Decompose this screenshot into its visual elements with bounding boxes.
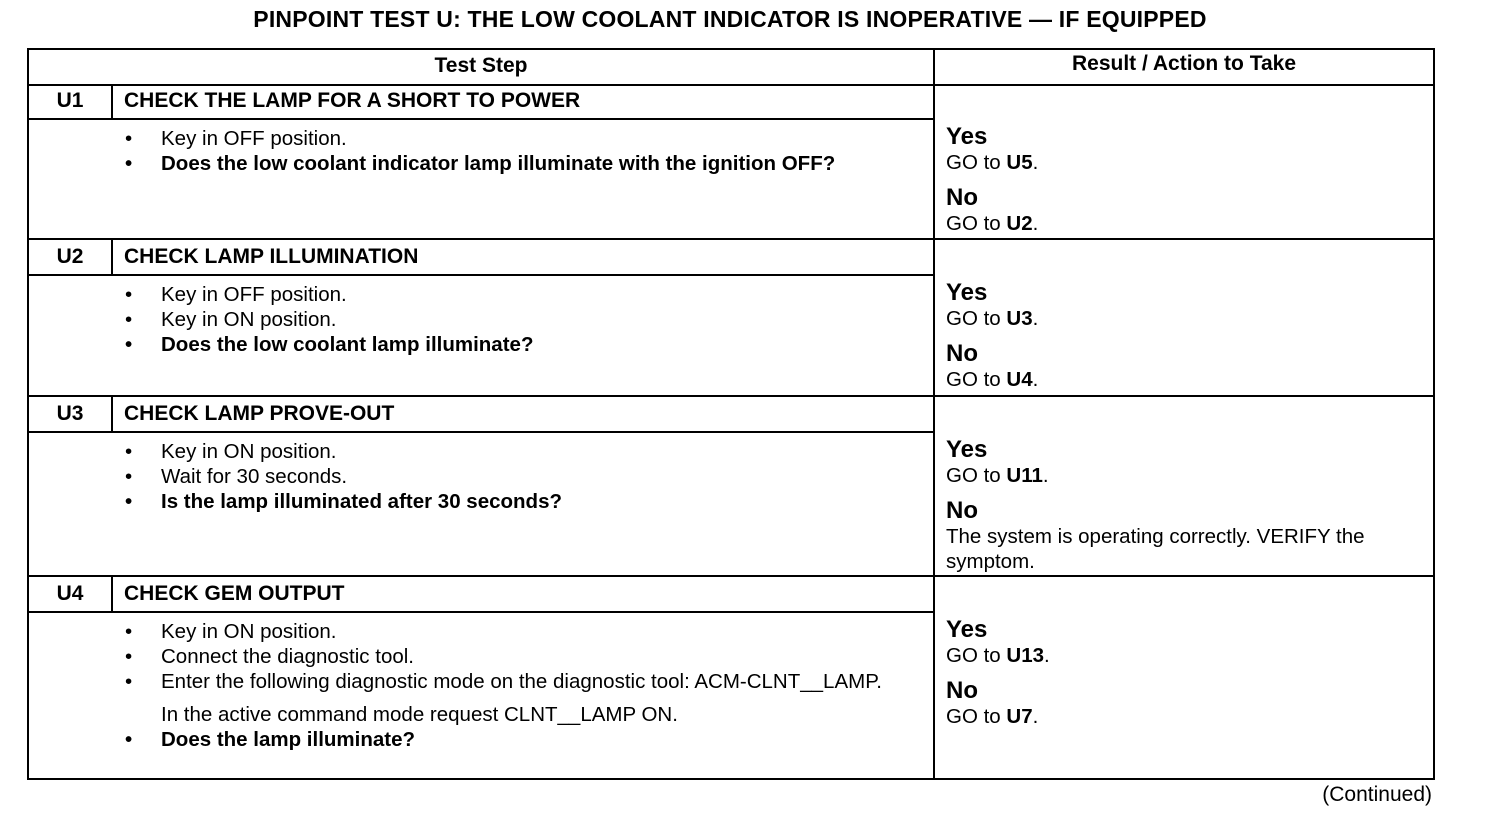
bullet-icon: • bbox=[125, 333, 133, 356]
test-step-u2 bbox=[29, 240, 1433, 397]
bullet-icon: • bbox=[125, 127, 133, 150]
bullet-icon: • bbox=[125, 645, 133, 668]
yes-action: GO to U5. bbox=[946, 151, 1039, 174]
no-label: No bbox=[946, 677, 978, 704]
header-result: Result / Action to Take bbox=[1071, 52, 1297, 75]
step-title: CHECK LAMP ILLUMINATION bbox=[124, 245, 419, 268]
instruction-item: • Key in ON position. bbox=[125, 308, 337, 331]
step-header bbox=[29, 577, 933, 613]
instruction-item: • Enter the following diagnostic mode on the diagnostic tool: ACM-CLNT__LAMP. bbox=[125, 670, 882, 693]
step-id: U2 bbox=[29, 240, 113, 274]
no-action: GO to U7. bbox=[946, 705, 1039, 728]
step-instructions bbox=[121, 619, 921, 752]
no-action: GO to U4. bbox=[946, 368, 1039, 391]
instruction-item: • Key in ON position. bbox=[125, 620, 337, 643]
bullet-icon: • bbox=[125, 670, 133, 693]
step-title: CHECK GEM OUTPUT bbox=[124, 582, 345, 605]
step-id: U4 bbox=[29, 577, 113, 611]
no-label: No bbox=[946, 340, 978, 367]
no-action: The system is operating correctly. VERIFY the symptom. bbox=[946, 525, 1365, 573]
yes-action: GO to U13. bbox=[946, 644, 1050, 667]
header-test-step: Test Step bbox=[434, 54, 528, 77]
bullet-icon: • bbox=[125, 283, 133, 306]
bullet-icon: • bbox=[125, 152, 133, 175]
step-header bbox=[29, 397, 933, 433]
page-title: PINPOINT TEST U: THE LOW COOLANT INDICATOR IS INOPERATIVE — IF EQUIPPED bbox=[253, 6, 1207, 32]
instruction-question: • Does the low coolant indicator lamp illuminate with the ignition OFF? bbox=[125, 152, 836, 175]
test-step-u4 bbox=[29, 577, 1433, 778]
no-label: No bbox=[946, 184, 978, 211]
yes-label: Yes bbox=[946, 279, 988, 306]
step-title: CHECK THE LAMP FOR A SHORT TO POWER bbox=[124, 89, 581, 112]
step-header bbox=[29, 84, 933, 120]
yes-label: Yes bbox=[946, 616, 988, 643]
bullet-icon: • bbox=[125, 308, 133, 331]
instruction-item: • Connect the diagnostic tool. bbox=[125, 645, 414, 668]
bullet-icon: • bbox=[125, 465, 133, 488]
step-instructions bbox=[121, 282, 921, 357]
bullet-icon: • bbox=[125, 620, 133, 643]
test-step-u1 bbox=[29, 84, 1433, 240]
test-step-u3 bbox=[29, 397, 1433, 577]
instruction-question: • Does the lamp illuminate? bbox=[125, 728, 416, 751]
bullet-icon: • bbox=[125, 490, 133, 513]
bullet-icon: • bbox=[125, 728, 133, 751]
yes-action: GO to U3. bbox=[946, 307, 1039, 330]
pinpoint-test-table bbox=[27, 48, 1435, 780]
instruction-question: • Is the lamp illuminated after 30 seconds? bbox=[125, 490, 563, 513]
yes-label: Yes bbox=[946, 436, 988, 463]
step-result bbox=[946, 617, 1427, 729]
instruction-item: • Key in ON position. bbox=[125, 440, 337, 463]
bullet-icon: • bbox=[125, 440, 133, 463]
step-result bbox=[946, 124, 1427, 236]
instruction-item: • Key in OFF position. bbox=[125, 283, 347, 306]
yes-action: GO to U11. bbox=[946, 464, 1049, 487]
step-instructions bbox=[121, 126, 921, 176]
step-id: U3 bbox=[29, 397, 113, 431]
yes-label: Yes bbox=[946, 123, 988, 150]
table-header bbox=[29, 50, 1433, 86]
continued-note: (Continued) bbox=[1322, 783, 1432, 806]
instruction-note: In the active command mode request CLNT__LAMP ON. bbox=[161, 703, 678, 726]
step-id: U1 bbox=[29, 84, 113, 118]
instruction-item: • Key in OFF position. bbox=[125, 127, 347, 150]
no-label: No bbox=[946, 497, 978, 524]
step-result bbox=[946, 280, 1427, 392]
step-instructions bbox=[121, 439, 921, 514]
step-title: CHECK LAMP PROVE-OUT bbox=[124, 402, 395, 425]
no-action: GO to U2. bbox=[946, 212, 1039, 235]
step-header bbox=[29, 240, 933, 276]
instruction-item: • Wait for 30 seconds. bbox=[125, 465, 348, 488]
instruction-question: • Does the low coolant lamp illuminate? bbox=[125, 333, 534, 356]
step-result bbox=[946, 437, 1427, 574]
